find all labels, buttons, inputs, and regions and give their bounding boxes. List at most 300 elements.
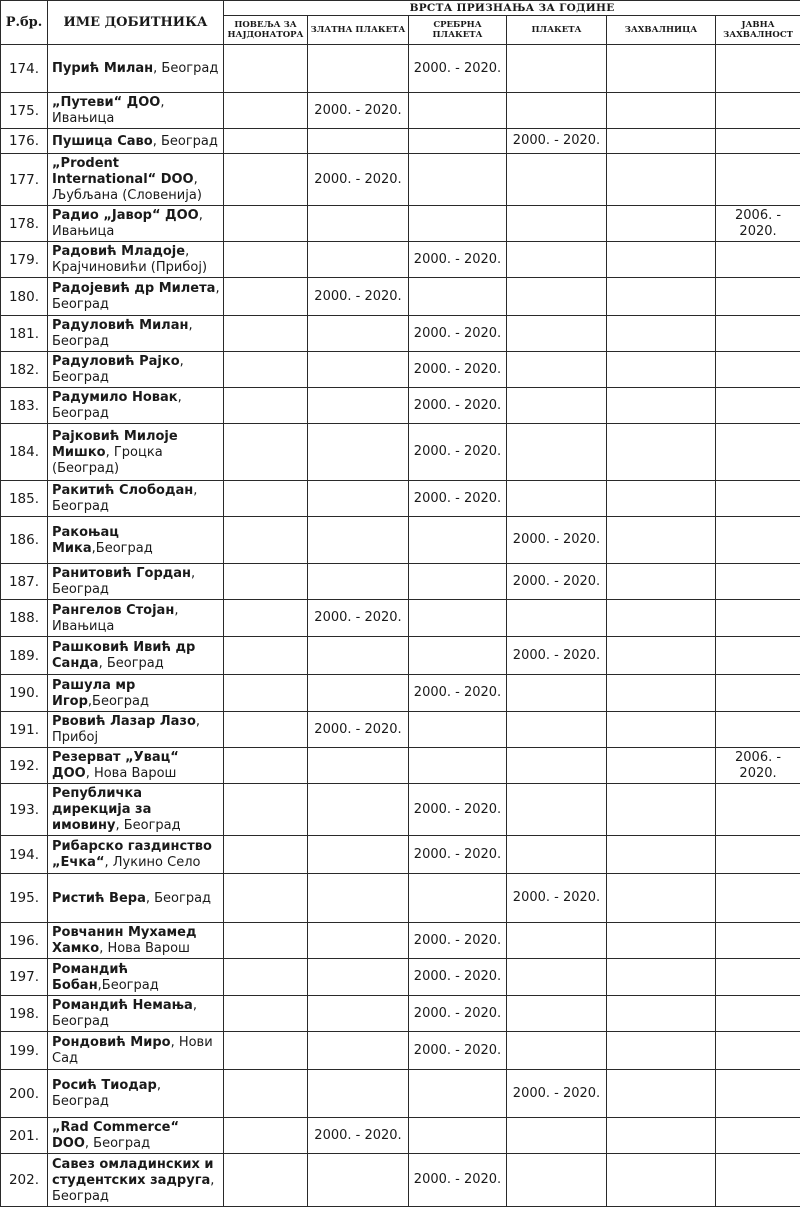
award-cell: [308, 1070, 409, 1118]
award-cell: 2000. - 2020.: [409, 836, 507, 874]
recipient-name-bold: Радуловић Милан: [52, 318, 189, 333]
award-cell: 2000. - 2020.: [409, 1032, 507, 1070]
award-cell: 2000. - 2020.: [409, 675, 507, 712]
award-cell: [308, 129, 409, 154]
award-cell: 2000. - 2020.: [507, 1070, 607, 1118]
award-cell: 2000. - 2020.: [308, 93, 409, 129]
award-cell: [607, 517, 716, 564]
award-cell: 2000. - 2020.: [409, 388, 507, 424]
recipient-location: , Нова Варош: [99, 941, 190, 956]
recipient-name: [48, 675, 224, 712]
award-cell: [507, 206, 607, 242]
column-header-public-gratitude: ЈАВНА ЗАХВАЛНОСТ: [716, 16, 800, 45]
award-cell: [507, 1118, 607, 1154]
award-cell: [607, 352, 716, 388]
award-cell: [224, 129, 308, 154]
column-header-charter: ПОВЕЉА ЗА НАЈДОНАТОРА: [224, 16, 308, 45]
award-cell: [507, 154, 607, 206]
table-row: [1, 675, 800, 712]
award-cell: [716, 316, 800, 352]
award-cell: [607, 564, 716, 600]
row-number: 182.: [1, 352, 48, 388]
recipient-name-bold: Ристић Вера: [52, 890, 146, 906]
award-cell: [224, 93, 308, 129]
award-cell: [308, 1154, 409, 1207]
award-cell: [607, 316, 716, 352]
award-cell: [716, 424, 800, 481]
award-cell: [607, 836, 716, 874]
recipient-name: [48, 874, 224, 923]
award-cell: [507, 93, 607, 129]
award-cell: [507, 959, 607, 996]
award-cell: [607, 424, 716, 481]
column-header-thanks: ЗАХВАЛНИЦА: [607, 16, 716, 45]
award-cell: [308, 1032, 409, 1070]
award-cell: [507, 388, 607, 424]
award-cell: [308, 352, 409, 388]
recipient-name-bold: „Путеви“ ДОО: [52, 95, 161, 110]
row-number: 190.: [1, 675, 48, 712]
award-cell: [224, 206, 308, 242]
recipient-name-bold: Радојевић др Милета: [52, 281, 216, 296]
recipient-name: [48, 600, 224, 637]
recipient-name-bold: Рашковић Ивић др Санда: [52, 640, 196, 671]
award-cell: [224, 675, 308, 712]
recipient-name: [48, 129, 224, 154]
recipient-location: , Београд: [153, 61, 219, 76]
award-cell: [224, 424, 308, 481]
award-cell: [224, 1070, 308, 1118]
table-row: [1, 45, 800, 93]
row-number: 177.: [1, 154, 48, 206]
award-cell: [607, 206, 716, 242]
recipient-name: [48, 424, 224, 481]
row-number: 187.: [1, 564, 48, 600]
award-cell: [308, 923, 409, 959]
recipient-location: , Београд: [52, 1078, 161, 1109]
award-cell: 2000. - 2020.: [409, 481, 507, 517]
table-row: [1, 424, 800, 481]
recipient-location: ,Београд: [91, 540, 153, 556]
table-row: [1, 278, 800, 316]
award-cell: [224, 996, 308, 1032]
column-header-name: ИМЕ ДОБИТНИКА: [48, 1, 224, 45]
recipient-name-bold: Савез омладинских и студентских задруга: [52, 1156, 214, 1188]
award-cell: [716, 481, 800, 517]
award-cell: [607, 784, 716, 836]
award-cell: [607, 45, 716, 93]
award-cell: [716, 784, 800, 836]
award-cell: [507, 424, 607, 481]
award-cell: [224, 517, 308, 564]
recipient-name: [48, 45, 224, 93]
recipient-name: [48, 712, 224, 748]
award-cell: [224, 481, 308, 517]
recipient-location: , Гроцка (Београд): [52, 444, 163, 476]
table-row: [1, 93, 800, 129]
recipient-location: , Београд: [98, 656, 164, 671]
award-cell: 2000. - 2020.: [409, 923, 507, 959]
row-number: 185.: [1, 481, 48, 517]
award-cell: [607, 93, 716, 129]
award-cell: [716, 278, 800, 316]
row-number: 179.: [1, 242, 48, 278]
award-cell: [607, 1154, 716, 1207]
recipient-name: [48, 481, 224, 517]
award-cell: 2000. - 2020.: [409, 352, 507, 388]
award-cell: 2000. - 2020.: [507, 517, 607, 564]
award-cell: [607, 874, 716, 923]
award-cell: [409, 278, 507, 316]
award-cell: 2000. - 2020.: [409, 996, 507, 1032]
award-cell: 2000. - 2020.: [507, 564, 607, 600]
table-row: [1, 481, 800, 517]
award-cell: [308, 481, 409, 517]
recipient-location: , Београд: [52, 390, 182, 421]
award-cell: [716, 959, 800, 996]
table-row: [1, 874, 800, 923]
recipient-location: , Љубљана (Словенија): [52, 172, 202, 203]
table-row: [1, 154, 800, 206]
award-cell: [409, 748, 507, 784]
award-cell: [308, 675, 409, 712]
recipient-location: , Ивањица: [52, 602, 179, 634]
award-cell: [308, 424, 409, 481]
award-cell: 2000. - 2020.: [507, 637, 607, 675]
recipient-name-bold: Радумило Новак: [52, 390, 178, 405]
award-cell: [607, 923, 716, 959]
award-cell: [607, 481, 716, 517]
recipient-location: , Београд: [52, 566, 196, 597]
award-cell: [507, 784, 607, 836]
recipient-name: [48, 206, 224, 242]
award-cell: [507, 242, 607, 278]
recipient-name-bold: Рондовић Миро: [52, 1035, 171, 1050]
row-number: 176.: [1, 129, 48, 154]
award-cell: [308, 784, 409, 836]
recipient-location: , Ивањица: [52, 208, 203, 239]
recipient-location: , Београд: [52, 1172, 215, 1204]
award-cell: [716, 1070, 800, 1118]
table-row: [1, 206, 800, 242]
recipient-location: , Ивањица: [52, 95, 165, 126]
award-cell: [409, 1118, 507, 1154]
award-cell: [224, 923, 308, 959]
recipient-name: [48, 1032, 224, 1070]
column-header-silver-plaque: СРЕБРНА ПЛАКЕТА: [409, 16, 507, 45]
row-number: 175.: [1, 93, 48, 129]
award-cell: [409, 637, 507, 675]
award-cell: [409, 874, 507, 923]
recipient-name-bold: „Rad Commerce“ DOO: [52, 1120, 180, 1151]
award-cell: [224, 874, 308, 923]
recipient-location: , Београд: [115, 818, 181, 833]
recipient-name-bold: Ранитовић Гордан: [52, 566, 192, 581]
recipient-name: [48, 836, 224, 874]
row-number: 192.: [1, 748, 48, 784]
award-cell: [607, 1118, 716, 1154]
award-cell: [409, 93, 507, 129]
recipient-name-bold: Радуловић Рајко: [52, 354, 180, 369]
recipient-location: , Београд: [52, 318, 193, 349]
row-number: 184.: [1, 424, 48, 481]
award-cell: [224, 784, 308, 836]
row-number: 194.: [1, 836, 48, 874]
table-row: [1, 242, 800, 278]
table-row: [1, 637, 800, 675]
award-cell: [224, 1118, 308, 1154]
recipient-name: [48, 154, 224, 206]
award-cell: [224, 316, 308, 352]
recipient-name-bold: Пурић Милан: [52, 61, 154, 76]
row-number: 198.: [1, 996, 48, 1032]
award-cell: [224, 564, 308, 600]
recipient-name-bold: Романдић Немања: [52, 998, 193, 1013]
award-cell: [409, 1070, 507, 1118]
table-row: [1, 564, 800, 600]
award-cell: 2000. - 2020.: [409, 242, 507, 278]
award-cell: [308, 996, 409, 1032]
table-row: [1, 600, 800, 637]
recipient-name: [48, 352, 224, 388]
award-cell: 2000. - 2020.: [409, 45, 507, 93]
award-cell: [507, 836, 607, 874]
award-cell: [716, 600, 800, 637]
row-number: 193.: [1, 784, 48, 836]
award-cell: [224, 1154, 308, 1207]
recipient-name-bold: Радовић Младоје: [52, 244, 186, 259]
award-cell: [224, 388, 308, 424]
recipient-name: [48, 923, 224, 959]
recipient-location: , Прибој: [52, 714, 201, 745]
award-cell: [507, 748, 607, 784]
award-cell: 2006. - 2020.: [716, 748, 800, 784]
award-cell: [716, 1032, 800, 1070]
award-cell: [716, 564, 800, 600]
award-cell: [716, 996, 800, 1032]
award-cell: [308, 836, 409, 874]
recipient-name: [48, 748, 224, 784]
award-cell: [507, 1154, 607, 1207]
row-number: 178.: [1, 206, 48, 242]
award-cell: 2000. - 2020.: [409, 1154, 507, 1207]
award-cell: [224, 748, 308, 784]
recipient-name-bold: Рашула мр Игор: [52, 677, 136, 709]
row-number: 196.: [1, 923, 48, 959]
recipient-name: [48, 564, 224, 600]
recipient-name-bold: Рвовић Лазар Лазо: [52, 714, 196, 729]
award-cell: [507, 675, 607, 712]
row-number: 199.: [1, 1032, 48, 1070]
award-cell: [224, 712, 308, 748]
award-cell: [716, 836, 800, 874]
recipient-location: , Београд: [84, 1136, 151, 1151]
recipient-name-bold: Рибарско газдинство „Ечка“: [52, 839, 212, 870]
table-row: [1, 1032, 800, 1070]
recipient-location: , Лукино Село: [104, 855, 201, 870]
award-cell: [224, 242, 308, 278]
column-group-header: ВРСТА ПРИЗНАЊА ЗА ГОДИНЕ: [224, 1, 800, 16]
table-row: [1, 1118, 800, 1154]
award-cell: [308, 206, 409, 242]
recipient-name-bold: Рангелов Стојан: [52, 602, 175, 618]
award-cell: [716, 352, 800, 388]
award-cell: 2000. - 2020.: [308, 278, 409, 316]
award-cell: [224, 959, 308, 996]
award-cell: [607, 1032, 716, 1070]
award-cell: [409, 517, 507, 564]
award-cell: [409, 154, 507, 206]
column-header-plaque: ПЛАКЕТА: [507, 16, 607, 45]
award-cell: [607, 959, 716, 996]
recipient-location: , Београд: [152, 133, 218, 149]
recipient-name: [48, 996, 224, 1032]
award-cell: [224, 45, 308, 93]
award-cell: [308, 959, 409, 996]
award-cell: [607, 675, 716, 712]
recipient-name: [48, 1154, 224, 1207]
award-cell: 2000. - 2020.: [308, 1118, 409, 1154]
award-cell: [308, 316, 409, 352]
award-cell: 2000. - 2020.: [507, 874, 607, 923]
recipient-name-bold: Рајковић Милоје Мишко: [52, 428, 178, 460]
award-cell: 2000. - 2020.: [409, 784, 507, 836]
award-cell: [507, 712, 607, 748]
recipient-location: , Београд: [52, 998, 197, 1029]
award-cell: [607, 600, 716, 637]
award-cell: [716, 154, 800, 206]
award-cell: [607, 129, 716, 154]
award-cell: [507, 1032, 607, 1070]
award-cell: [716, 517, 800, 564]
table-body: [1, 45, 800, 1207]
row-number: 186.: [1, 517, 48, 564]
award-cell: [716, 637, 800, 675]
row-number: 191.: [1, 712, 48, 748]
table-row: [1, 959, 800, 996]
recipient-name-bold: Републичка дирекција за имовину: [52, 786, 152, 833]
award-cell: [224, 1032, 308, 1070]
recipient-location: , Крајчиновићи (Прибој): [52, 244, 208, 275]
award-cell: [716, 923, 800, 959]
table-row: [1, 517, 800, 564]
award-cell: [409, 600, 507, 637]
award-cell: [716, 1154, 800, 1207]
award-cell: [716, 129, 800, 154]
award-cell: [716, 1118, 800, 1154]
table-row: [1, 996, 800, 1032]
award-cell: [507, 600, 607, 637]
award-cell: [507, 923, 607, 959]
award-cell: [507, 316, 607, 352]
row-number: 189.: [1, 637, 48, 675]
award-cell: [716, 675, 800, 712]
recipient-location: ,Београд: [87, 693, 149, 709]
award-cell: 2000. - 2020.: [409, 424, 507, 481]
table-row: [1, 388, 800, 424]
award-cell: [507, 45, 607, 93]
recipient-name: [48, 637, 224, 675]
row-number: 195.: [1, 874, 48, 923]
recipient-name-bold: Романдић Бобан: [52, 961, 128, 993]
award-cell: [224, 600, 308, 637]
award-cell: 2000. - 2020.: [409, 316, 507, 352]
award-cell: 2000. - 2020.: [507, 129, 607, 154]
recipient-name: [48, 784, 224, 836]
table-row: [1, 316, 800, 352]
award-cell: [607, 996, 716, 1032]
table-row: [1, 712, 800, 748]
recipient-location: , Београд: [52, 483, 198, 514]
recipient-location: , Београд: [145, 890, 212, 906]
award-cell: [224, 352, 308, 388]
award-cell: [716, 712, 800, 748]
recipient-name: [48, 1070, 224, 1118]
recipient-name-bold: Ракитић Слободан: [52, 483, 194, 498]
table-row: [1, 923, 800, 959]
table-row: [1, 748, 800, 784]
recipient-location: , Нова Варош: [85, 766, 177, 781]
award-cell: [308, 517, 409, 564]
recipient-name-bold: „Prodent International“ DOO: [52, 156, 194, 187]
recipient-name-bold: Радио „Јавор“ ДОО: [52, 208, 199, 223]
recipient-name: [48, 388, 224, 424]
award-cell: [507, 481, 607, 517]
award-cell: [224, 836, 308, 874]
award-cell: 2006. - 2020.: [716, 206, 800, 242]
recipient-location: , Нови Сад: [52, 1035, 213, 1066]
row-number: 188.: [1, 600, 48, 637]
award-cell: [607, 388, 716, 424]
recipient-location: ,Београд: [97, 977, 159, 993]
recipient-name-bold: Пушица Саво: [52, 133, 153, 149]
recipient-name: [48, 278, 224, 316]
recipient-location: , Београд: [52, 281, 220, 312]
award-cell: [224, 637, 308, 675]
recipient-name-bold: Росић Тиодар: [52, 1078, 157, 1093]
award-cell: [308, 45, 409, 93]
recipient-name-bold: Резерват „Увац“ ДОО: [52, 750, 179, 781]
award-cell: [607, 637, 716, 675]
award-cell: [607, 154, 716, 206]
award-cell: [607, 748, 716, 784]
award-cell: [224, 278, 308, 316]
row-number: 202.: [1, 1154, 48, 1207]
award-cell: [716, 242, 800, 278]
award-cell: [716, 388, 800, 424]
row-number: 181.: [1, 316, 48, 352]
recipient-name-bold: Ракоњац Мика: [52, 524, 119, 556]
recipient-name: [48, 517, 224, 564]
row-number: 201.: [1, 1118, 48, 1154]
award-cell: [409, 129, 507, 154]
column-header-number: Р.бр.: [1, 1, 48, 45]
recipient-name-bold: Ровчанин Мухамед Хамко: [52, 925, 197, 956]
award-cell: [607, 278, 716, 316]
award-cell: 2000. - 2020.: [308, 600, 409, 637]
recipient-name: [48, 316, 224, 352]
award-cell: [308, 748, 409, 784]
award-cell: [308, 637, 409, 675]
award-cell: [308, 242, 409, 278]
award-cell: [716, 93, 800, 129]
award-cell: [507, 278, 607, 316]
recipient-name: [48, 959, 224, 996]
award-cell: [716, 874, 800, 923]
column-header-gold-plaque: ЗЛАТНА ПЛАКЕТА: [308, 16, 409, 45]
recipient-name: [48, 93, 224, 129]
award-cell: [607, 1070, 716, 1118]
